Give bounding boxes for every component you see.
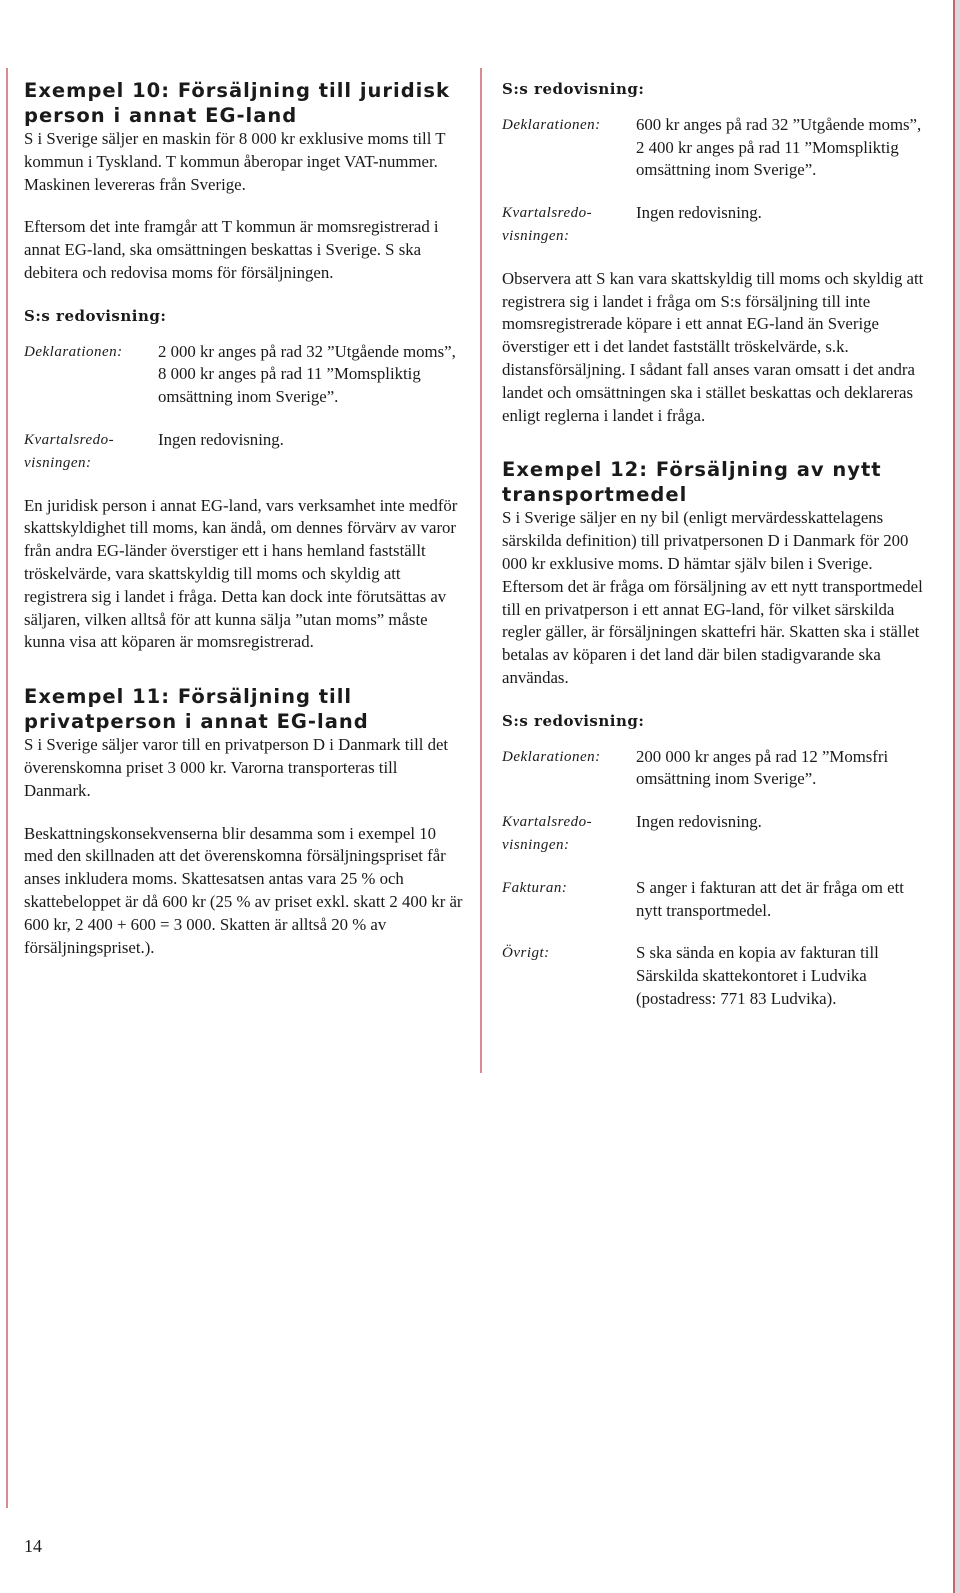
example-10-redovisning-title: S:s redovisning: xyxy=(24,306,167,325)
page-edge-shadow xyxy=(955,0,960,1593)
deklarationen-value: 600 kr anges på rad 32 ”Utgående moms”, 2 400 kr anges på rad 11 ”Momspliktig omsättning inom Sverige”. xyxy=(636,114,922,180)
example-12-heading xyxy=(502,457,932,507)
example-10-intro: S i Sverige säljer en maskin för 8 000 kr exklusive moms till T kommun i Tyskland. T kommun åberopar inget VAT-nummer. Maskinen levereras från Sverige. xyxy=(24,129,446,194)
example-12-ovrigt-row xyxy=(502,942,932,1010)
example-12-deklarationen-row xyxy=(502,746,932,792)
fakturan-label: Fakturan: xyxy=(502,879,568,896)
example-12-intro: S i Sverige säljer en ny bil (enligt mervärdesskattelagens särskilda definition) till privatpersonen D i Danmark för 200 000 kr exklusive moms. D hämtar själv bilen i Sverige. Eftersom det är fråga om försäljning av ett nytt transportmedel till en privatperson i ett annat EG-land, för vilket särskilda regler gäller, är försäljningen skattefri här. Skatten ska i stället betalas av köparen i det land där bilen stadigvarande ska användas. xyxy=(502,508,923,687)
kvartal-value: Ingen redovisning. xyxy=(636,812,762,832)
example-10-heading xyxy=(24,78,464,128)
example-10-kvartal-row xyxy=(24,429,464,475)
page-number: 14 xyxy=(24,1536,42,1556)
kvartal-value: Ingen redovisning. xyxy=(158,429,284,449)
fakturan-value: S anger i fakturan att det är fråga om ett nytt transportmedel. xyxy=(636,877,904,920)
example-12-redovisning-title: S:s redovisning: xyxy=(502,711,645,730)
ovrigt-value: S ska sända en kopia av fakturan till Särskilda skattekontoret i Ludvika (postadress: 771 83 Ludvika). xyxy=(636,943,879,1008)
deklarationen-label: Deklarationen: xyxy=(24,343,123,360)
example-10-heading-line2: person i annat EG-land xyxy=(24,104,298,127)
kvartal-value: Ingen redovisning. xyxy=(636,203,762,223)
right-column xyxy=(502,78,932,1011)
left-column xyxy=(24,78,464,959)
deklarationen-value: 200 000 kr anges på rad 12 ”Momsfri omsättning inom Sverige”. xyxy=(636,746,889,789)
kvartal-label: Kvartalsredo- visningen: xyxy=(24,431,115,471)
example-11-redovisning-title: S:s redovisning: xyxy=(502,80,645,98)
example-11-heading xyxy=(24,684,464,734)
example-11-deklarationen-row xyxy=(502,114,932,182)
page-edge-line xyxy=(953,0,955,1593)
example-12-kvartal-row xyxy=(502,811,932,857)
ovrigt-label: Övrigt: xyxy=(502,945,550,962)
example-12-heading-line1: Exempel 12: Försäljning av nytt xyxy=(502,458,882,482)
example-10-deklarationen-row xyxy=(24,341,464,409)
example-12-fakturan-row xyxy=(502,877,932,923)
example-11-kvartal-row xyxy=(502,202,932,248)
observera-paragraph: Observera att S kan vara skattskyldig till moms och skyldig att registrera sig i landet i fråga om S:s försäljning till inte momsregistrerade köpare i ett annat EG-land än Sverige överstiger ett i det landet fastställt tröskelvärde, s.k. distansförsäljning. I sådant fall anses varan omsatt i det andra landet och omsättningen ska i stället beskattas och deklareras enligt reglerna i landet i fråga. xyxy=(502,268,924,425)
example-11-heading-line1: Exempel 11: Försäljning till xyxy=(24,685,353,709)
example-10-heading-line1: Exempel 10: Försäljning till juridisk xyxy=(24,79,450,102)
deklarationen-label: Deklarationen: xyxy=(502,116,601,133)
example-12-heading-line2: transportmedel xyxy=(502,483,688,507)
example-11-heading-line2: privatperson i annat EG-land xyxy=(24,710,369,734)
kvartal-label: Kvartalsredo- visningen: xyxy=(502,814,593,853)
deklarationen-label: Deklarationen: xyxy=(502,748,601,765)
example-11-explanation: Beskattningskonsekvenserna blir desamma som i exempel 10 med den skillnaden att det överenskomna försäljningspriset får anses inkludera moms. Skattesatsen antas vara 25 % och skattebeloppet är då 600 kr (25 % av priset exkl. skatt 2 400 kr är 600 kr, 2 400 + 600 = 3 000. Skatten är alltså 20 % av försäljningspriset.). xyxy=(24,823,463,957)
example-10-explanation: Eftersom det inte framgår att T kommun är momsregistrerad i annat EG-land, ska omsättningen beskattas i Sverige. S ska debitera och redovisa moms för försäljningen. xyxy=(24,217,439,282)
column-divider-rule xyxy=(480,68,482,1073)
left-margin-rule xyxy=(6,68,8,1508)
example-10-note: En juridisk person i annat EG-land, vars verksamhet inte medför skattskyldighet till moms, kan ändå, om dennes förvärv av varor från andra EG-länder överstiger ett i hans hemland fastställt tröskelvärde, vara skattskyldig till moms och skyldig att registrera sig i landet i fråga. Detta kan dock inte förutsättas av säljaren, vilken alltså för att kunna sälja ”utan moms” måste kunna visa att köparen är momsregistrerad. xyxy=(24,495,458,652)
deklarationen-value: 2 000 kr anges på rad 32 ”Utgående moms”, 8 000 kr anges på rad 11 ”Momspliktig omsättning inom Sverige”. xyxy=(158,341,456,407)
example-11-intro: S i Sverige säljer varor till en privatperson D i Danmark till det överenskomna priset 3 000 kr. Varorna transporteras till Danmark. xyxy=(24,735,449,800)
kvartal-label: Kvartalsredo- visningen: xyxy=(502,205,593,244)
